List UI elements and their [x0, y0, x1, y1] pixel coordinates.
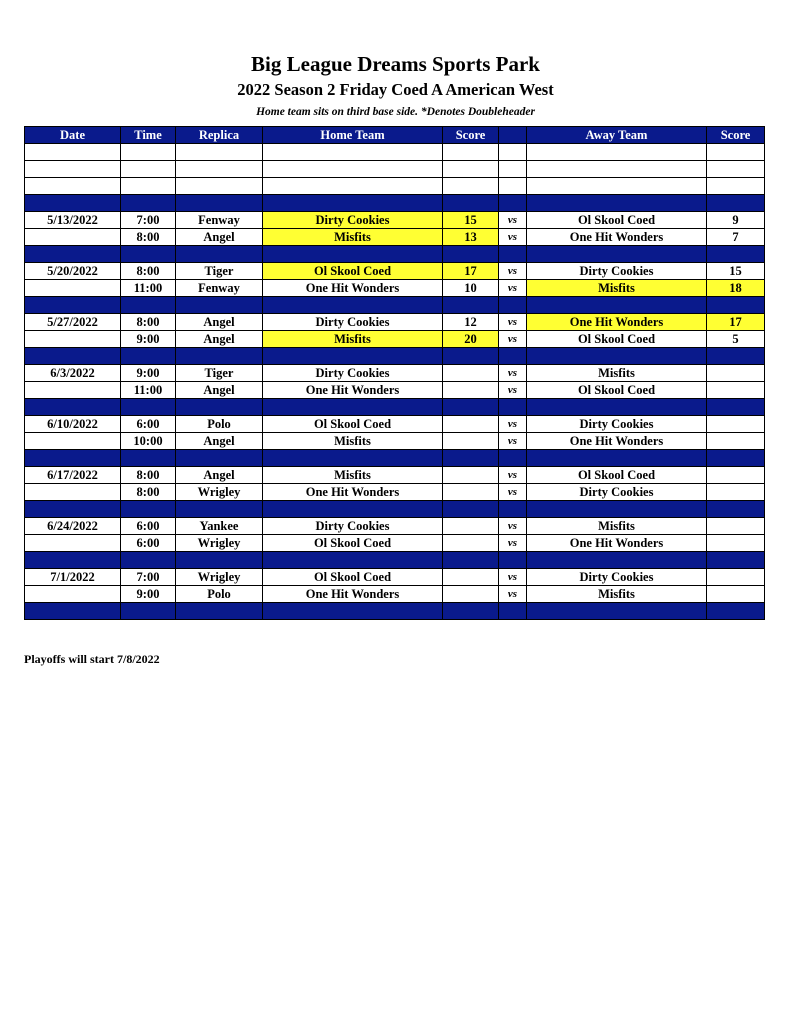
time-cell: 8:00	[121, 484, 176, 501]
home-score-cell	[443, 518, 499, 535]
time-cell: 6:00	[121, 518, 176, 535]
separator-band	[25, 603, 765, 620]
vs-cell: vs	[499, 382, 527, 399]
table-row	[25, 331, 765, 348]
table-row	[25, 535, 765, 552]
replica-cell: Tiger	[176, 263, 263, 280]
vs-cell: vs	[499, 331, 527, 348]
replica-cell: Tiger	[176, 365, 263, 382]
away-team-cell: Misfits	[527, 586, 707, 603]
replica-cell: Angel	[176, 314, 263, 331]
home-team-cell: One Hit Wonders	[263, 484, 443, 501]
table-row	[25, 382, 765, 399]
time-cell: 9:00	[121, 331, 176, 348]
home-team-cell: Misfits	[263, 331, 443, 348]
date-cell: 5/13/2022	[25, 212, 121, 229]
home-team-cell: One Hit Wonders	[263, 280, 443, 297]
home-score-cell: 13	[443, 229, 499, 246]
separator-band	[25, 246, 765, 263]
home-score-cell: 20	[443, 331, 499, 348]
home-score-cell	[443, 382, 499, 399]
date-cell	[25, 484, 121, 501]
date-cell	[25, 382, 121, 399]
away-team-cell: Ol Skool Coed	[527, 331, 707, 348]
schedule-table	[24, 126, 765, 620]
col-header-home-team: Home Team	[263, 127, 443, 144]
blank-row	[25, 144, 765, 161]
home-team-cell: Dirty Cookies	[263, 314, 443, 331]
replica-cell: Polo	[176, 586, 263, 603]
time-cell: 8:00	[121, 314, 176, 331]
replica-cell: Fenway	[176, 212, 263, 229]
schedule-note: Home team sits on third base side. *Denotes Doubleheader	[256, 106, 535, 118]
separator-band	[25, 195, 765, 212]
blank-row	[25, 161, 765, 178]
home-score-cell: 12	[443, 314, 499, 331]
away-team-cell: One Hit Wonders	[527, 433, 707, 450]
home-team-cell: Dirty Cookies	[263, 518, 443, 535]
away-team-cell: Dirty Cookies	[527, 416, 707, 433]
replica-cell: Angel	[176, 433, 263, 450]
away-score-cell	[707, 467, 765, 484]
replica-cell: Angel	[176, 467, 263, 484]
replica-cell: Wrigley	[176, 484, 263, 501]
away-score-cell	[707, 535, 765, 552]
vs-cell: vs	[499, 314, 527, 331]
home-score-cell	[443, 569, 499, 586]
table-row	[25, 586, 765, 603]
vs-cell: vs	[499, 569, 527, 586]
home-score-cell	[443, 416, 499, 433]
away-score-cell	[707, 365, 765, 382]
home-team-cell: Ol Skool Coed	[263, 535, 443, 552]
vs-cell: vs	[499, 518, 527, 535]
home-score-cell: 17	[443, 263, 499, 280]
date-cell: 6/10/2022	[25, 416, 121, 433]
home-score-cell	[443, 586, 499, 603]
date-cell: 6/3/2022	[25, 365, 121, 382]
vs-cell: vs	[499, 467, 527, 484]
separator-band	[25, 501, 765, 518]
date-cell	[25, 331, 121, 348]
time-cell: 8:00	[121, 263, 176, 280]
col-header-away-score: Score	[707, 127, 765, 144]
date-cell	[25, 280, 121, 297]
home-team-cell: Misfits	[263, 467, 443, 484]
date-cell: 7/1/2022	[25, 569, 121, 586]
home-score-cell	[443, 365, 499, 382]
away-score-cell: 18	[707, 280, 765, 297]
time-cell: 8:00	[121, 467, 176, 484]
time-cell: 11:00	[121, 280, 176, 297]
home-team-cell: One Hit Wonders	[263, 586, 443, 603]
col-header-time: Time	[121, 127, 176, 144]
playoffs-note: Playoffs will start 7/8/2022	[24, 652, 160, 666]
replica-cell: Angel	[176, 229, 263, 246]
home-team-cell: One Hit Wonders	[263, 382, 443, 399]
home-team-cell: Dirty Cookies	[263, 212, 443, 229]
replica-cell: Wrigley	[176, 569, 263, 586]
col-header-date: Date	[25, 127, 121, 144]
replica-cell: Fenway	[176, 280, 263, 297]
table-row	[25, 416, 765, 433]
away-score-cell	[707, 484, 765, 501]
away-team-cell: One Hit Wonders	[527, 229, 707, 246]
away-score-cell	[707, 382, 765, 399]
home-score-cell: 10	[443, 280, 499, 297]
away-team-cell: Dirty Cookies	[527, 569, 707, 586]
vs-cell: vs	[499, 484, 527, 501]
date-cell: 6/24/2022	[25, 518, 121, 535]
col-header-vs	[499, 127, 527, 144]
time-cell: 9:00	[121, 586, 176, 603]
time-cell: 11:00	[121, 382, 176, 399]
away-score-cell	[707, 518, 765, 535]
time-cell: 6:00	[121, 416, 176, 433]
time-cell: 6:00	[121, 535, 176, 552]
table-row	[25, 467, 765, 484]
table-row	[25, 484, 765, 501]
home-team-cell: Ol Skool Coed	[263, 569, 443, 586]
date-cell: 5/20/2022	[25, 263, 121, 280]
date-cell: 5/27/2022	[25, 314, 121, 331]
home-score-cell: 15	[443, 212, 499, 229]
away-score-cell: 15	[707, 263, 765, 280]
col-header-home-score: Score	[443, 127, 499, 144]
away-team-cell: Ol Skool Coed	[527, 212, 707, 229]
home-team-cell: Ol Skool Coed	[263, 263, 443, 280]
table-row	[25, 263, 765, 280]
away-score-cell	[707, 416, 765, 433]
replica-cell: Angel	[176, 382, 263, 399]
away-score-cell: 17	[707, 314, 765, 331]
away-score-cell	[707, 433, 765, 450]
home-score-cell	[443, 535, 499, 552]
time-cell: 7:00	[121, 212, 176, 229]
replica-cell: Polo	[176, 416, 263, 433]
replica-cell: Angel	[176, 331, 263, 348]
page-title: Big League Dreams Sports Park	[251, 52, 540, 76]
vs-cell: vs	[499, 229, 527, 246]
away-team-cell: Ol Skool Coed	[527, 467, 707, 484]
home-score-cell	[443, 467, 499, 484]
vs-cell: vs	[499, 365, 527, 382]
vs-cell: vs	[499, 416, 527, 433]
separator-band	[25, 552, 765, 569]
home-score-cell	[443, 433, 499, 450]
vs-cell: vs	[499, 535, 527, 552]
table-row	[25, 365, 765, 382]
col-header-away-team: Away Team	[527, 127, 707, 144]
separator-band	[25, 297, 765, 314]
time-cell: 10:00	[121, 433, 176, 450]
vs-cell: vs	[499, 586, 527, 603]
blank-row	[25, 178, 765, 195]
home-team-cell: Ol Skool Coed	[263, 416, 443, 433]
replica-cell: Yankee	[176, 518, 263, 535]
away-score-cell: 7	[707, 229, 765, 246]
away-score-cell: 9	[707, 212, 765, 229]
separator-band	[25, 450, 765, 467]
home-score-cell	[443, 484, 499, 501]
away-team-cell: One Hit Wonders	[527, 535, 707, 552]
away-team-cell: Misfits	[527, 365, 707, 382]
table-row	[25, 314, 765, 331]
away-team-cell: Misfits	[527, 518, 707, 535]
home-team-cell: Dirty Cookies	[263, 365, 443, 382]
schedule-body	[25, 144, 765, 620]
away-team-cell: Misfits	[527, 280, 707, 297]
table-row	[25, 280, 765, 297]
date-cell: 6/17/2022	[25, 467, 121, 484]
date-cell	[25, 535, 121, 552]
vs-cell: vs	[499, 263, 527, 280]
date-cell	[25, 229, 121, 246]
col-header-replica: Replica	[176, 127, 263, 144]
table-row	[25, 569, 765, 586]
away-team-cell: Dirty Cookies	[527, 484, 707, 501]
away-team-cell: One Hit Wonders	[527, 314, 707, 331]
time-cell: 8:00	[121, 229, 176, 246]
replica-cell: Wrigley	[176, 535, 263, 552]
date-cell	[25, 433, 121, 450]
time-cell: 9:00	[121, 365, 176, 382]
separator-band	[25, 399, 765, 416]
vs-cell: vs	[499, 280, 527, 297]
page-subtitle: 2022 Season 2 Friday Coed A American West	[237, 80, 554, 99]
away-team-cell: Ol Skool Coed	[527, 382, 707, 399]
table-row	[25, 518, 765, 535]
vs-cell: vs	[499, 433, 527, 450]
table-row	[25, 433, 765, 450]
date-cell	[25, 586, 121, 603]
home-team-cell: Misfits	[263, 229, 443, 246]
away-team-cell: Dirty Cookies	[527, 263, 707, 280]
away-score-cell	[707, 569, 765, 586]
vs-cell: vs	[499, 212, 527, 229]
away-score-cell: 5	[707, 331, 765, 348]
separator-band	[25, 348, 765, 365]
home-team-cell: Misfits	[263, 433, 443, 450]
table-row	[25, 212, 765, 229]
time-cell: 7:00	[121, 569, 176, 586]
away-score-cell	[707, 586, 765, 603]
table-row	[25, 229, 765, 246]
header-row	[25, 127, 765, 144]
